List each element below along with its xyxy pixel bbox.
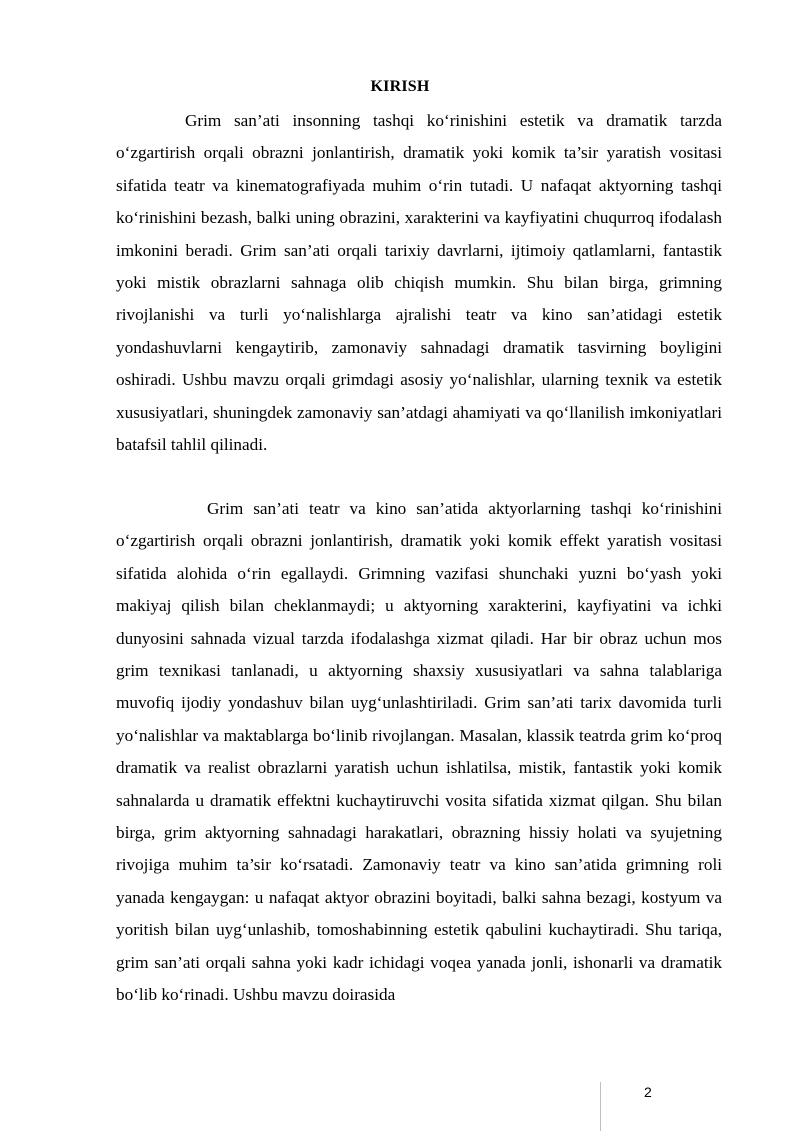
body-paragraph-intro: Grim san’ati insonning tashqi ko‘rinishini estetik va dramatik tarzda o‘zgartirish orqali obrazni jonlantirish, dramatik yoki komik ta’sir yaratish vositasi sifatida teatr va kinematografiyada muhim o‘rin tutadi. U nafaqat aktyorning tashqi ko‘rinishini bezash, balki uning obrazini, xarakterini va kayfiyatini chuqurroq ifodalash imkonini beradi. Grim san’ati orqali tarixiy davrlarni, ijtimoiy qatlamlarni, fantastik yoki mistik obrazlarni sahnaga olib chiqish mumkin. Shu bilan birga, grimning rivojlanishi va turli yo‘nalishlarga ajralishi teatr va kino san’atidagi estetik yondashuvlarni kengaytirib, zamonaviy sahnadagi dramatik tasvirning boyligini oshiradi. Ushbu mavzu orqali grimdagi asosiy yo‘nalishlar, ularning texnik va estetik xususiyatlari, shuningdek zamonaviy san’atdagi ahamiyati va qo‘llanilish imkoniyatlari batafsil tahlil qilinadi. xyxy=(116,111,722,455)
section-heading: KIRISH xyxy=(370,78,430,95)
footer-divider xyxy=(600,1082,601,1131)
page-number: 2 xyxy=(644,1084,652,1100)
body-paragraph-main: Grim san’ati teatr va kino san’atida aktyorlarning tashqi ko‘rinishini o‘zgartirish orqali obrazni jonlantirish, dramatik yoki komik effekt yaratish vositasi sifatida alohida o‘rin egallaydi. Grimning vazifasi shunchaki yuzni bo‘yash yoki makiyaj qilish bilan cheklanmaydi; u aktyorning xarakterini, kayfiyatini va ichki dunyosini sahnada vizual tarzda ifodalashga xizmat qiladi. Har bir obraz uchun mos grim texnikasi tanlanadi, u aktyorning shaxsiy xususiyatlari va sahna talablariga muvofiq ijodiy yondashuv bilan uyg‘unlashtiriladi. Grim san’ati tarix davomida turli yo‘nalishlar va maktablarga bo‘linib rivojlangan. Masalan, klassik teatrda grim ko‘proq dramatik va realist obrazlarni yaratish uchun ishlatilsa, mistik, fantastik yoki komik sahnalarda u dramatik effektni kuchaytiruvchi vosita sifatida xizmat qilgan. Shu bilan birga, grim aktyorning sahnadagi harakatlari, obrazning hissiy holati va syujetning rivojiga muhim ta’sir ko‘rsatadi. Zamonaviy teatr va kino san’atida grimning roli yanada kengaygan: u nafaqat aktyor obrazini boyitadi, balki sahna bezagi, kostyum va yoritish bilan uyg‘unlashib, tomoshabinning estetik qabulini kuchaytiradi. Shu tariqa, grim san’ati orqali sahna yoki kadr ichidagi voqea yanada jonli, ishonarli va dramatik bo‘lib ko‘rinadi. Ushbu mavzu doirasida xyxy=(116,499,722,1005)
